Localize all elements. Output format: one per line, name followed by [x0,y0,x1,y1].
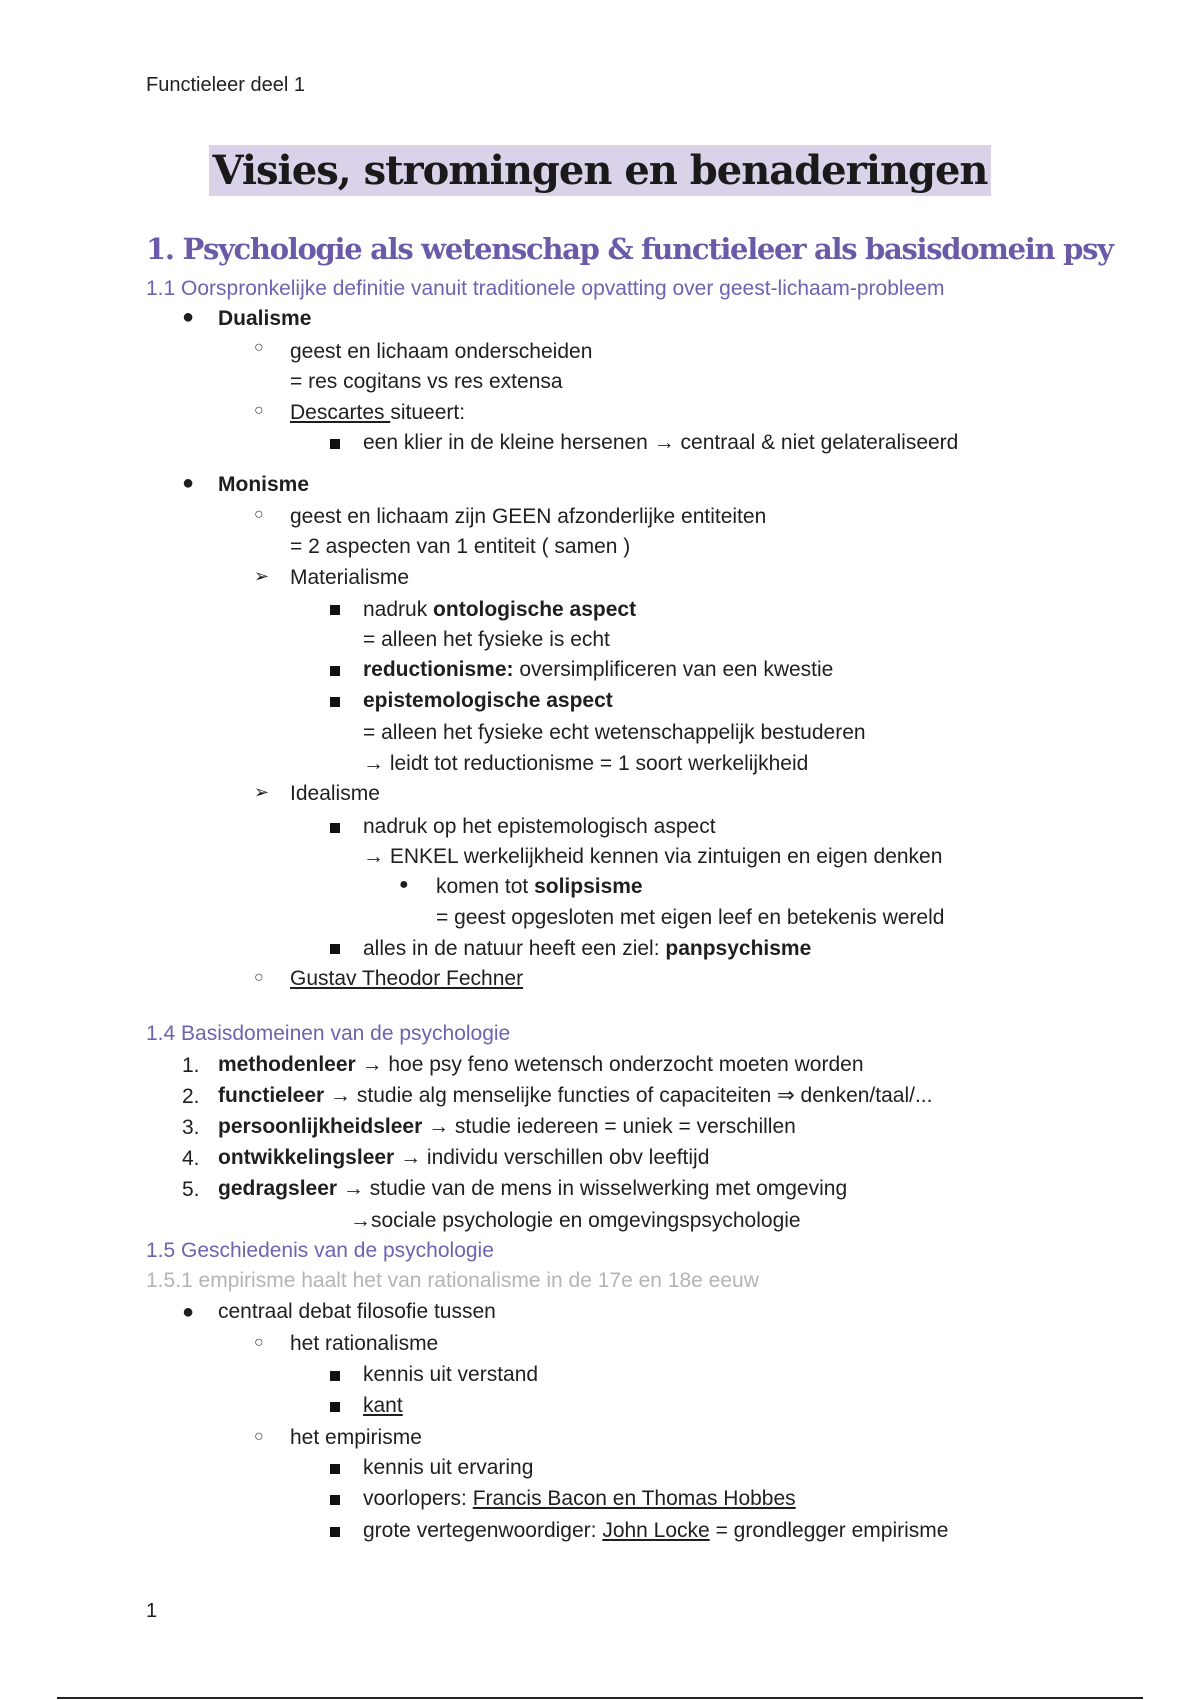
page-header: Functieleer deel 1 [146,74,305,96]
page-divider [57,1697,1143,1699]
domain-item-1-bold: methodenleer [218,1053,356,1076]
subheading-1-1: 1.1 Oorspronkelijke definitie vanuit traditionele opvatting over geest-lichaam-probleem [146,277,945,300]
empirisme-title: het empirisme [290,1426,422,1449]
idealisme-b [363,937,811,961]
idealisme-a-sub [436,875,643,899]
debat-text: centraal debat filosofie tussen [218,1300,496,1323]
domain-item-5-cont: →sociale psychologie en omgevingspsychologie [350,1209,801,1232]
kant-link[interactable]: kant [363,1394,403,1417]
bullet-disc-icon: ● [399,876,409,893]
materialisme-b-rest: oversimplificeren van een kwestie [513,658,834,681]
document-title: Visies, stromingen en benaderingen [209,145,992,196]
rationalisme-title: het rationalisme [290,1332,439,1355]
bullet-square-icon [330,439,340,449]
domain-item-1 [218,1053,864,1077]
bacon-hobbes-link[interactable]: Francis Bacon en Thomas Hobbes [472,1487,796,1510]
dualisme-item2 [290,401,465,425]
bullet-circle-icon: ○ [254,339,264,356]
idealisme-a-sub-pre: komen tot [436,875,535,898]
domain-item-5 [218,1177,847,1201]
bullet-square-icon [330,697,340,707]
bullet-square-icon [330,1464,340,1474]
domain-item-2 [218,1084,932,1108]
domain-item-2-rest: → studie alg menselijke functies of capaciteiten ⇒ denken/taal/... [324,1084,933,1107]
bullet-square-icon [330,823,340,833]
domain-item-1-rest: → hoe psy feno wetensch onderzocht moeten worden [355,1053,864,1076]
fechner-link[interactable]: Gustav Theodor Fechner [290,967,524,990]
bullet-square-icon [330,1371,340,1381]
bullet-circle-icon: ○ [254,1334,264,1351]
empirisme-a: kennis uit ervaring [363,1456,534,1479]
materialisme-a [363,598,636,622]
list-number: 1. [182,1054,200,1077]
materialisme-c: epistemologische aspect [363,689,613,712]
idealisme-a-sub-bold: solipsisme [534,875,643,898]
bullet-disc-icon: ● [182,306,195,328]
arrowhead-bullet-icon: ➢ [254,566,270,586]
domain-item-5-bold: gedragsleer [218,1177,338,1200]
bullet-circle-icon: ○ [254,506,264,523]
materialisme-b [363,658,833,682]
monisme-title: Monisme [218,473,310,496]
descartes-link[interactable]: Descartes [290,401,391,424]
empirisme-c-rest: = grondlegger empirisme [709,1519,949,1542]
monisme-item1-line2: = 2 aspecten van 1 entiteit ( samen ) [290,535,631,558]
bullet-square-icon [330,944,340,954]
subheading-1-4: 1.4 Basisdomeinen van de psychologie [146,1022,511,1045]
idealisme-a-sub-line2: = geest opgesloten met eigen leef en betekenis wereld [436,906,945,929]
empirisme-b [363,1487,796,1511]
empirisme-b-pre: voorlopers: [363,1487,473,1510]
arrowhead-bullet-icon: ➢ [254,782,270,802]
subheading-1-5: 1.5 Geschiedenis van de psychologie [146,1239,494,1262]
domain-item-3-rest: → studie iedereen = uniek = verschillen [422,1115,796,1138]
bullet-square-icon [330,605,340,615]
materialisme-a-line2: = alleen het fysieke is echt [363,628,610,651]
idealisme-title: Idealisme [290,782,380,805]
domain-item-3-bold: persoonlijkheidsleer [218,1115,423,1138]
bullet-circle-icon: ○ [254,1428,264,1445]
bullet-circle-icon: ○ [254,402,264,419]
list-number: 2. [182,1085,200,1108]
materialisme-b-bold: reductionisme: [363,658,514,681]
dualisme-item2-sub: een klier in de kleine hersenen → centraal & niet gelateraliseerd [363,431,959,454]
locke-link[interactable]: John Locke [602,1519,710,1542]
bullet-circle-icon: ○ [254,969,264,986]
bullet-square-icon [330,1402,340,1412]
title-wrapper [0,145,1200,196]
subheading-1-5-1: 1.5.1 empirisme haalt het van rationalisme in de 17e en 18e eeuw [146,1269,759,1292]
list-number: 4. [182,1147,200,1170]
rationalisme-a: kennis uit verstand [363,1363,539,1386]
empirisme-c-pre: grote vertegenwoordiger: [363,1519,603,1542]
bullet-square-icon [330,1527,340,1537]
bullet-disc-icon: ● [182,472,195,494]
bullet-disc-icon: ● [182,1301,195,1323]
list-number: 5. [182,1178,200,1201]
domain-item-3 [218,1115,796,1139]
section-heading-1: 1. Psychologie als wetenschap & functieleer als basisdomein psy [146,232,1113,266]
idealisme-a-line1: nadruk op het epistemologisch aspect [363,815,716,838]
dualisme-item1-line1: geest en lichaam onderscheiden [290,340,593,363]
idealisme-b-pre: alles in de natuur heeft een ziel: [363,937,666,960]
materialisme-c-line3: → leidt tot reductionisme = 1 soort werkelijkheid [363,752,809,775]
idealisme-b-bold: panpsychisme [665,937,812,960]
materialisme-c-line2: = alleen het fysieke echt wetenschappelijk bestuderen [363,721,866,744]
materialisme-a-pre: nadruk [363,598,434,621]
dualisme-title: Dualisme [218,307,312,330]
domain-item-4-rest: → individu verschillen obv leeftijd [394,1146,710,1169]
domain-item-4-bold: ontwikkelingsleer [218,1146,395,1169]
page-number: 1 [146,1600,158,1622]
domain-item-2-bold: functieleer [218,1084,325,1107]
bullet-square-icon [330,1495,340,1505]
empirisme-c [363,1519,948,1543]
domain-item-4 [218,1146,709,1170]
idealisme-a-line2: → ENKEL werkelijkheid kennen via zintuigen en eigen denken [363,845,943,868]
bullet-square-icon [330,666,340,676]
dualisme-item2-rest: situeert: [390,401,466,424]
domain-item-5-rest: → studie van de mens in wisselwerking met omgeving [337,1177,848,1200]
materialisme-title: Materialisme [290,566,410,589]
monisme-item1-line1: geest en lichaam zijn GEEN afzonderlijke entiteiten [290,505,767,528]
materialisme-a-bold: ontologische aspect [433,598,637,621]
dualisme-item1-line2: = res cogitans vs res extensa [290,370,563,393]
list-number: 3. [182,1116,200,1139]
